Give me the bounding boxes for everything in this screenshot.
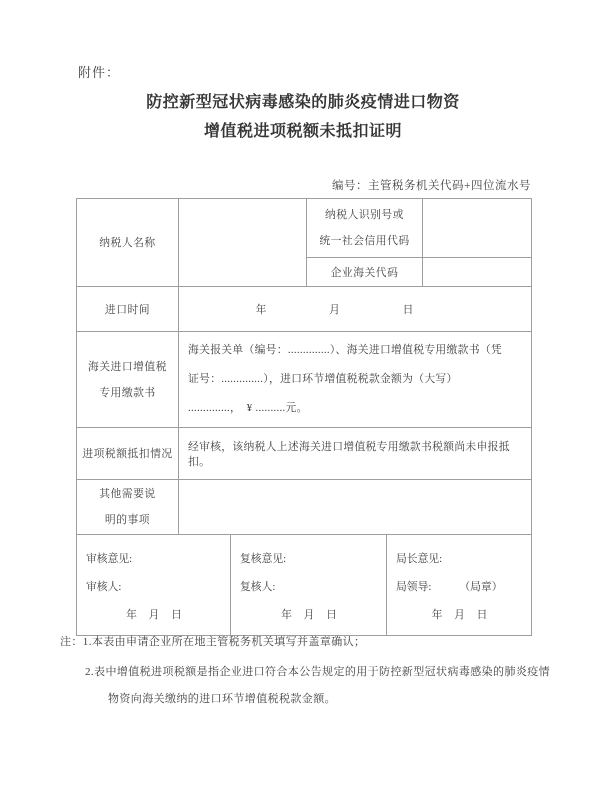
form-area (76, 198, 531, 636)
taxpayer-id-label (307, 199, 423, 258)
table-row (77, 428, 532, 480)
taxpayer-id-label-line2: 统一社会信用代码 (319, 235, 410, 247)
other-notes-label (77, 480, 179, 535)
doc-number-line: 编号：主管税务机关代码+四位流水号 (332, 180, 531, 192)
footnote-line-3: 物资向海关缴纳的进口环节增值税税款金额。 (108, 693, 336, 705)
taxpayer-name-value-cell (179, 199, 307, 287)
other-notes-label-line2: 明的事项 (104, 514, 151, 526)
taxpayer-id-label-line1: 纳税人识别号或 (324, 209, 405, 221)
director-opinion-cell (387, 535, 532, 636)
main-form-table (76, 198, 532, 535)
deduction-status-label: 进项税额抵扣情况 (77, 428, 179, 480)
table-row (77, 480, 532, 535)
review-date-line: 年 月 日 (126, 609, 182, 621)
reviewer-label: 审核人: (86, 581, 122, 593)
recheck-opinion-cell (231, 535, 387, 636)
approval-table (76, 534, 532, 636)
document-title (73, 88, 533, 146)
import-time-label: 进口时间 (77, 287, 179, 332)
title-line-1: 防控新型冠状病毒感染的肺炎疫情进口物资 (146, 94, 460, 111)
director-date-line: 年 月 日 (431, 609, 488, 621)
other-notes-value-cell (179, 480, 532, 535)
payment-certificate-content-cell (179, 332, 532, 428)
import-time-value-cell: 年 月 日 (179, 287, 532, 332)
table-row (77, 199, 532, 258)
review-opinion-label: 审核意见: (86, 553, 133, 565)
footnote-line-1: 注：1.本表由申请企业所在地主管税务机关填写并盖章确认； (60, 636, 366, 648)
payment-certificate-content-line1: 海关报关单（编号：..............）、海关进口增值税专用缴款书（凭 (188, 344, 503, 356)
payment-certificate-label-line2: 专用缴款书 (99, 386, 156, 399)
other-notes-label-line1: 其他需要说 (99, 488, 156, 500)
attachment-label: 附件： (78, 65, 121, 80)
payment-certificate-content-line3: ..............， ¥ ..........元。 (188, 402, 308, 414)
bureau-seal-label: （局章） (459, 581, 503, 593)
rechecker-label: 复核人: (240, 581, 276, 593)
director-opinion-label: 局长意见: (396, 553, 443, 565)
table-row (77, 332, 532, 428)
payment-certificate-label-line1: 海关进口增值税 (87, 360, 168, 373)
title-line-2: 增值税进项税额未抵扣证明 (203, 123, 402, 140)
customs-code-label: 企业海关代码 (307, 258, 423, 287)
table-row (77, 287, 532, 332)
bureau-leader-label: 局领导: (396, 581, 432, 593)
payment-certificate-content-line2: 证号：..............），进口环节增值税税款金额为（大写） (188, 373, 458, 385)
recheck-date-line: 年 月 日 (281, 609, 337, 621)
customs-code-value-cell (423, 258, 532, 287)
footnote-line-2: 2.表中增值税进项税额是指企业进口符合本公告规定的用于防控新型冠状病毒感染的肺炎疫情 (85, 666, 551, 678)
recheck-opinion-label: 复核意见: (240, 553, 287, 565)
taxpayer-id-value-cell (423, 199, 532, 258)
deduction-status-content-cell: 经审核，该纳税人上述海关进口增值税专用缴款书税额尚未申报抵扣。 (179, 428, 532, 480)
table-row (77, 535, 532, 636)
payment-certificate-label (77, 332, 179, 428)
taxpayer-name-label: 纳税人名称 (77, 199, 179, 287)
review-opinion-cell (77, 535, 231, 636)
